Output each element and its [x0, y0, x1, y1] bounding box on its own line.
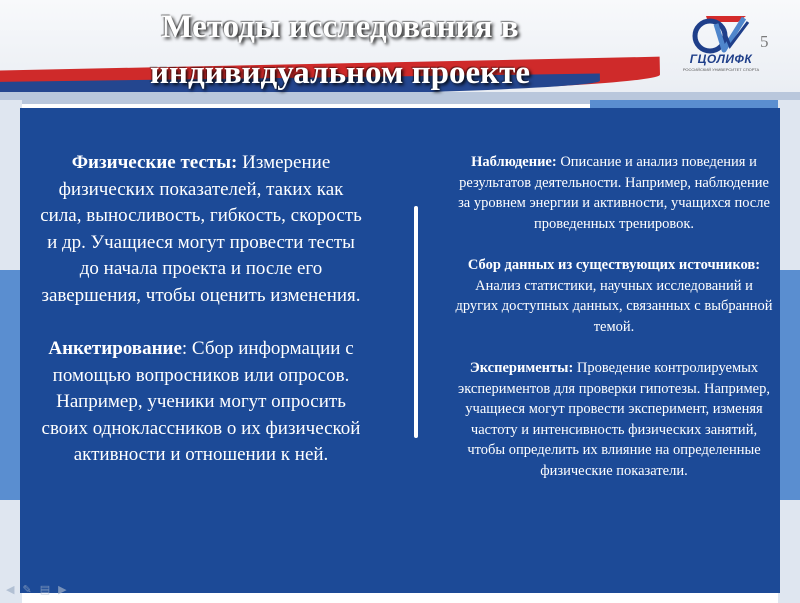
experiments-heading: Эксперименты: — [469, 360, 574, 376]
experiments-text: Проведение контролируемых экспериментов для проверки гипотезы. Например, учащиеся могут провести эксперимент, изменяя частоту и интенсивность физических занятий, чтобы определить их влияние на определенные физические показатели. — [458, 360, 770, 479]
survey-text: : Сбор информации с помощью вопросников или опросов. Например, ученики могут опросить своих одноклассников о их физической активности и отношении к ней. — [41, 338, 361, 465]
arrow-left-icon[interactable]: ◀ — [6, 583, 15, 596]
data-collection-text: Анализ статистики, научных исследований и других доступных данных, связанных с выбранной темой. — [455, 277, 773, 335]
arrow-right-icon[interactable]: ▶ — [58, 583, 67, 596]
physical-tests-heading: Физические тесты: — [71, 152, 238, 173]
slide-navigation — [6, 582, 67, 598]
left-accent-strip — [0, 270, 22, 500]
data-collection-paragraph — [455, 255, 773, 337]
observation-paragraph — [455, 152, 773, 234]
survey-heading: Анкетирование — [48, 338, 182, 359]
experiments-paragraph — [455, 358, 773, 481]
menu-icon[interactable]: ▤ — [39, 583, 51, 596]
page-title — [60, 4, 620, 96]
page-number: 5 — [760, 32, 769, 51]
column-divider — [414, 206, 418, 438]
right-accent-strip — [778, 270, 800, 500]
data-collection-heading: Сбор данных из существующих источников: — [467, 257, 761, 273]
survey-paragraph — [36, 336, 366, 469]
observation-heading: Наблюдение: — [471, 154, 557, 170]
observation-text: Описание и анализ поведения и результатов деятельности. Например, наблюдение за уровнем энергии и активности, учащихся после проведенных тренировок. — [458, 154, 770, 232]
physical-tests-text: Измерение физических показателей, таких как сила, выносливость, гибкость, скорость и др. Учащиеся могут провести тесты до начала проекта и после его завершения, чтобы оценить изменения. — [40, 152, 362, 306]
logo-subtitle: РОССИЙСКИЙ УНИВЕРСИТЕТ СПОРТА — [682, 67, 760, 72]
pen-icon[interactable]: ✎ — [22, 583, 32, 596]
left-column — [36, 150, 366, 469]
physical-tests-paragraph — [36, 150, 366, 309]
right-accent-bar — [590, 100, 800, 108]
title-line-2: индивидуальном проекте — [149, 55, 531, 91]
title-line-1: Методы исследования в — [161, 9, 519, 45]
logo-name: ГЦОЛИФК — [689, 52, 753, 66]
right-column — [455, 152, 773, 481]
